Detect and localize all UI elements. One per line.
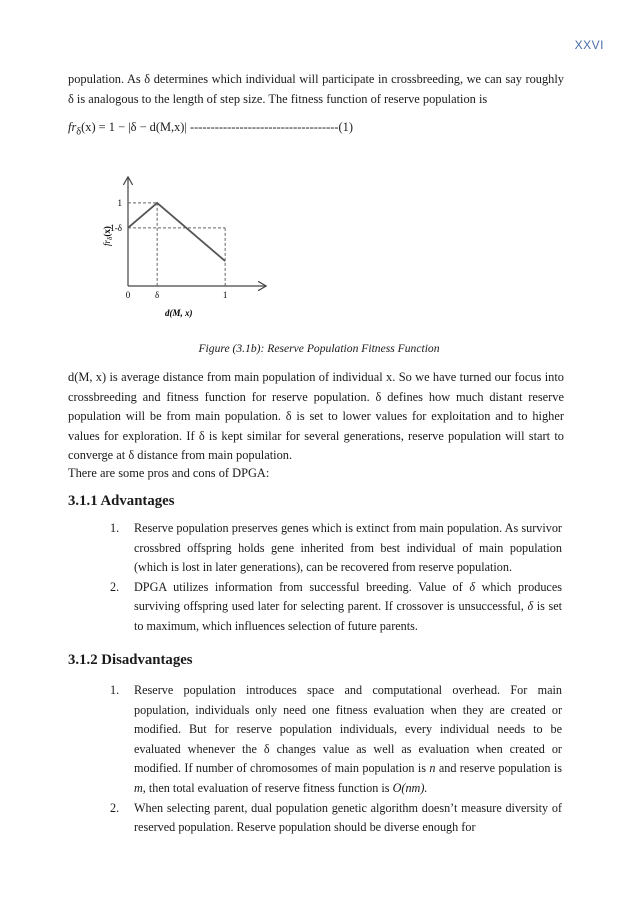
equation-subscript: δ (76, 126, 82, 138)
fitness-equation (68, 120, 353, 137)
page-number: XXVI (574, 38, 604, 52)
list-text: and reserve population is (435, 761, 562, 776)
list-number: 2. (110, 579, 120, 594)
list-text: When selecting parent, dual population genetic algorithm doesn’t measure diversity of reserved population. Reserve population should be diverse enough for (134, 800, 562, 835)
list-text: then total evaluation of reserve fitness function is (145, 780, 393, 795)
list-item (110, 681, 562, 799)
equation-function: fr (68, 120, 77, 134)
fitness-curve (128, 203, 225, 261)
fitness-figure (100, 178, 280, 328)
y-axis-label: $fr_\delta(x)$ (102, 226, 114, 246)
delta-symbol: δ (469, 579, 475, 594)
delta-symbol: δ (527, 599, 534, 614)
list-text: DPGA utilizes information from successful breeding. Value of (134, 579, 470, 594)
advantages-heading: 3.1.1 Advantages (68, 493, 175, 509)
pros-cons-intro: There are some pros and cons of DPGA: (68, 466, 270, 480)
list-text: Reserve population preserves genes which is extinct from main population. As survivor crossbred offspring holds gene inherited from best individual of main population (which is lost in later generations), can be recovered from reserve population. (134, 521, 562, 575)
list-item (110, 799, 562, 838)
italic-onm: O(nm). (392, 780, 428, 795)
equation-number: (1) (338, 120, 353, 134)
list-number: 2. (110, 800, 120, 815)
list-item (110, 519, 562, 578)
list-number: 1. (110, 521, 120, 535)
figure-caption: Figure (3.1b): Reserve Population Fitness Function (198, 342, 440, 355)
xtick-delta: δ (155, 290, 160, 300)
xtick-1: 1 (222, 290, 228, 300)
italic-m: m, (134, 780, 146, 795)
x-axis-label: d(M, x) (165, 308, 193, 318)
ytick-1-minus-delta: 1-δ (110, 222, 122, 233)
advantages-list (110, 519, 562, 637)
xtick-0: 0 (125, 290, 131, 300)
body-paragraph: d(M, x) is average distance from main population of individual x. So we have turned our focus into crossbreeding and fitness function for reserve population. δ defines how much distant reserve population will be from main population. δ is set to lower values for exploitation and to higher values for exploration. If δ is kept similar for several generations, reserve population will start to converge at δ distance from main population. (68, 370, 564, 463)
disadvantages-list (110, 681, 562, 838)
disadvantages-heading: 3.1.2 Disadvantages (68, 652, 193, 668)
list-text: Reserve population introduces space and computational overhead. For main population, individuals only need one fitness evaluation when they are created or modified. But for reserve population individuals, every individual needs to be evaluated whenever the δ changes value as well as evaluation when created or modified. If number of chromosomes of main population is (134, 683, 562, 776)
fitness-chart (100, 178, 280, 328)
ytick-1: 1 (117, 197, 122, 208)
italic-n: n (429, 761, 436, 776)
intro-paragraph: population. As δ determines which individual will participate in crossbreeding, we can say roughly δ is analogous to the length of step size. The fitness function of reserve population is (68, 72, 564, 106)
equation-body: (x) = 1 − |δ − d(M,x)| (81, 120, 187, 134)
list-text: which produces surviving offspring used later for selecting parent. If crossover is unsuccessful, (134, 579, 562, 614)
list-item (110, 578, 562, 637)
list-text: is set to maximum, which influences selection of future parents. (134, 599, 563, 633)
equation-dashes: ------------------------------------ (190, 120, 339, 134)
list-number: 1. (110, 683, 120, 697)
